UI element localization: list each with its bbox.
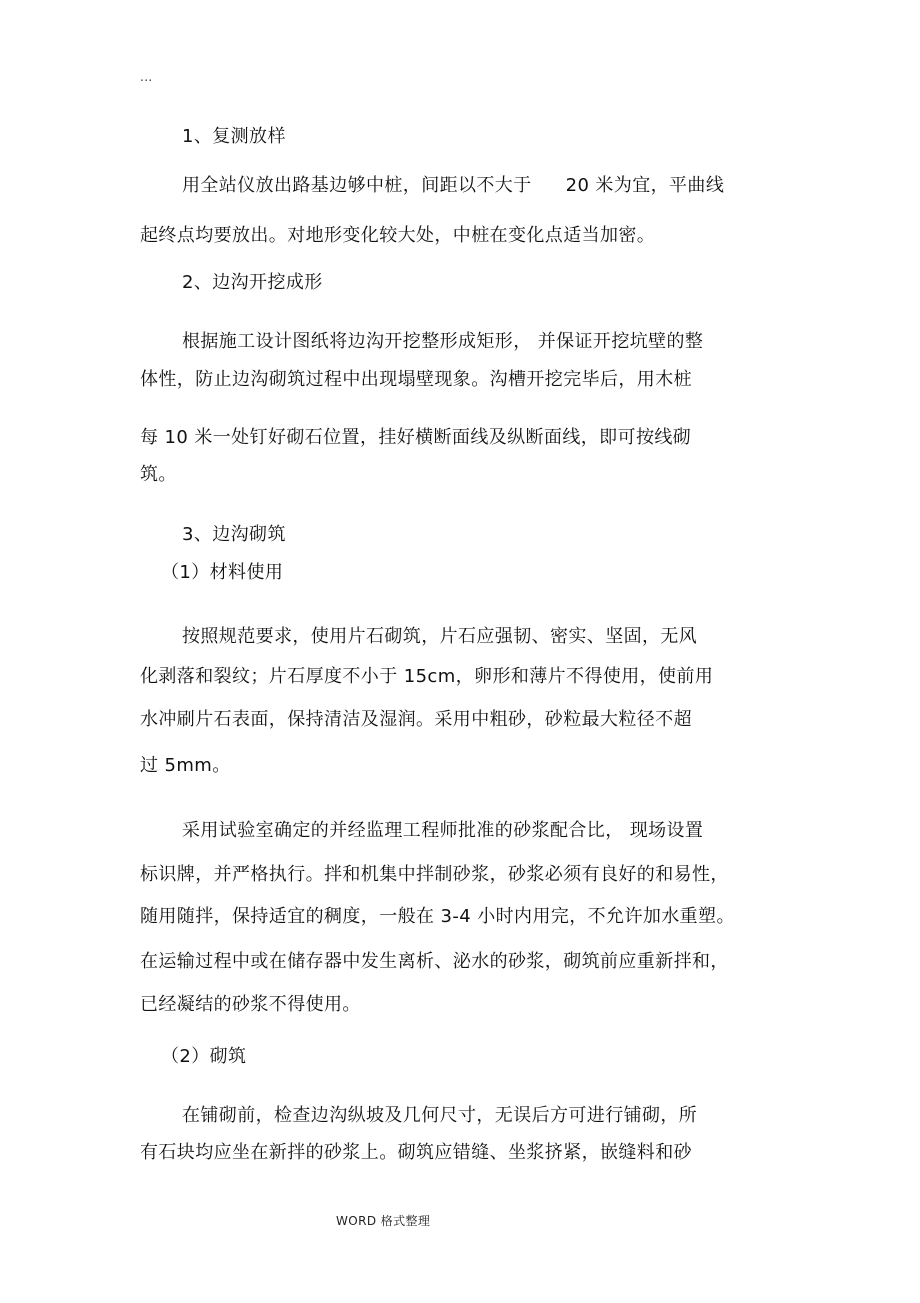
section-3-heading: 3、边沟砌筑 (182, 524, 286, 545)
section-1-heading: 1、复测放样 (182, 126, 286, 147)
section-1-paragraph-line-2: 起终点均要放出。对地形变化较大处，中桩在变化点适当加密。 (140, 225, 656, 246)
section-2-paragraph-line-1: 根据施工设计图纸将边沟开挖整形成矩形， 并保证开挖坑壁的整 (182, 331, 704, 352)
section-2-paragraph-line-3: 每 10 米一处钉好砌石位置，挂好横断面线及纵断面线，即可按线砌 (140, 427, 692, 448)
section-3-paragraph-2-line-2: 标识牌，并严格执行。拌和机集中拌制砂浆，砂浆必须有良好的和易性， (140, 864, 729, 885)
section-3-paragraph-1-line-4: 过 5mm。 (140, 755, 231, 776)
section-3-paragraph-2-line-4: 在运输过程中或在储存器中发生离析、泌水的砂浆，砌筑前应重新拌和， (140, 951, 729, 972)
section-3-subheading-2: （2）砌筑 (161, 1046, 247, 1067)
section-1-paragraph-line-1a: 用全站仪放出路基边够中桩，间距以不大于 (182, 175, 532, 196)
section-2-heading: 2、边沟开挖成形 (182, 272, 323, 293)
section-3-paragraph-2-line-3: 随用随拌，保持适宜的稠度，一般在 3-4 小时内用完，不允许加水重塑。 (140, 906, 735, 927)
section-3-paragraph-1-line-3: 水冲刷片石表面，保持清洁及湿润。采用中粗砂，砂粒最大粒径不超 (140, 709, 692, 730)
section-3-paragraph-1-line-2: 化剥落和裂纹；片石厚度不小于 15cm，卵形和薄片不得使用，使前用 (140, 666, 714, 687)
footer-label: WORD 格式整理 (336, 1214, 431, 1228)
section-2-paragraph-line-4: 筑。 (140, 464, 177, 485)
section-2-paragraph-line-2: 体性，防止边沟砌筑过程中出现塌壁现象。沟槽开挖完毕后，用木桩 (140, 369, 692, 390)
header-ellipsis: ... (140, 70, 153, 84)
section-3-paragraph-2-line-1: 采用试验室确定的并经监理工程师批准的砂浆配合比， 现场设置 (182, 820, 704, 841)
section-3-paragraph-3-line-2: 有石块均应坐在新拌的砂浆上。砌筑应错缝、坐浆挤紧，嵌缝料和砂 (140, 1142, 692, 1163)
section-3-paragraph-3-line-1: 在铺砌前，检查边沟纵坡及几何尺寸，无误后方可进行铺砌，所 (182, 1105, 698, 1126)
section-1-paragraph-line-1 (182, 173, 724, 199)
section-3-paragraph-1-line-1: 按照规范要求，使用片石砌筑，片石应强韧、密实、坚固，无风 (182, 626, 698, 647)
section-3-subheading-1: （1）材料使用 (161, 562, 284, 583)
section-3-paragraph-2-line-5: 已经凝结的砂浆不得使用。 (140, 994, 361, 1015)
section-1-paragraph-line-1b: 20 米为宜，平曲线 (565, 175, 725, 196)
